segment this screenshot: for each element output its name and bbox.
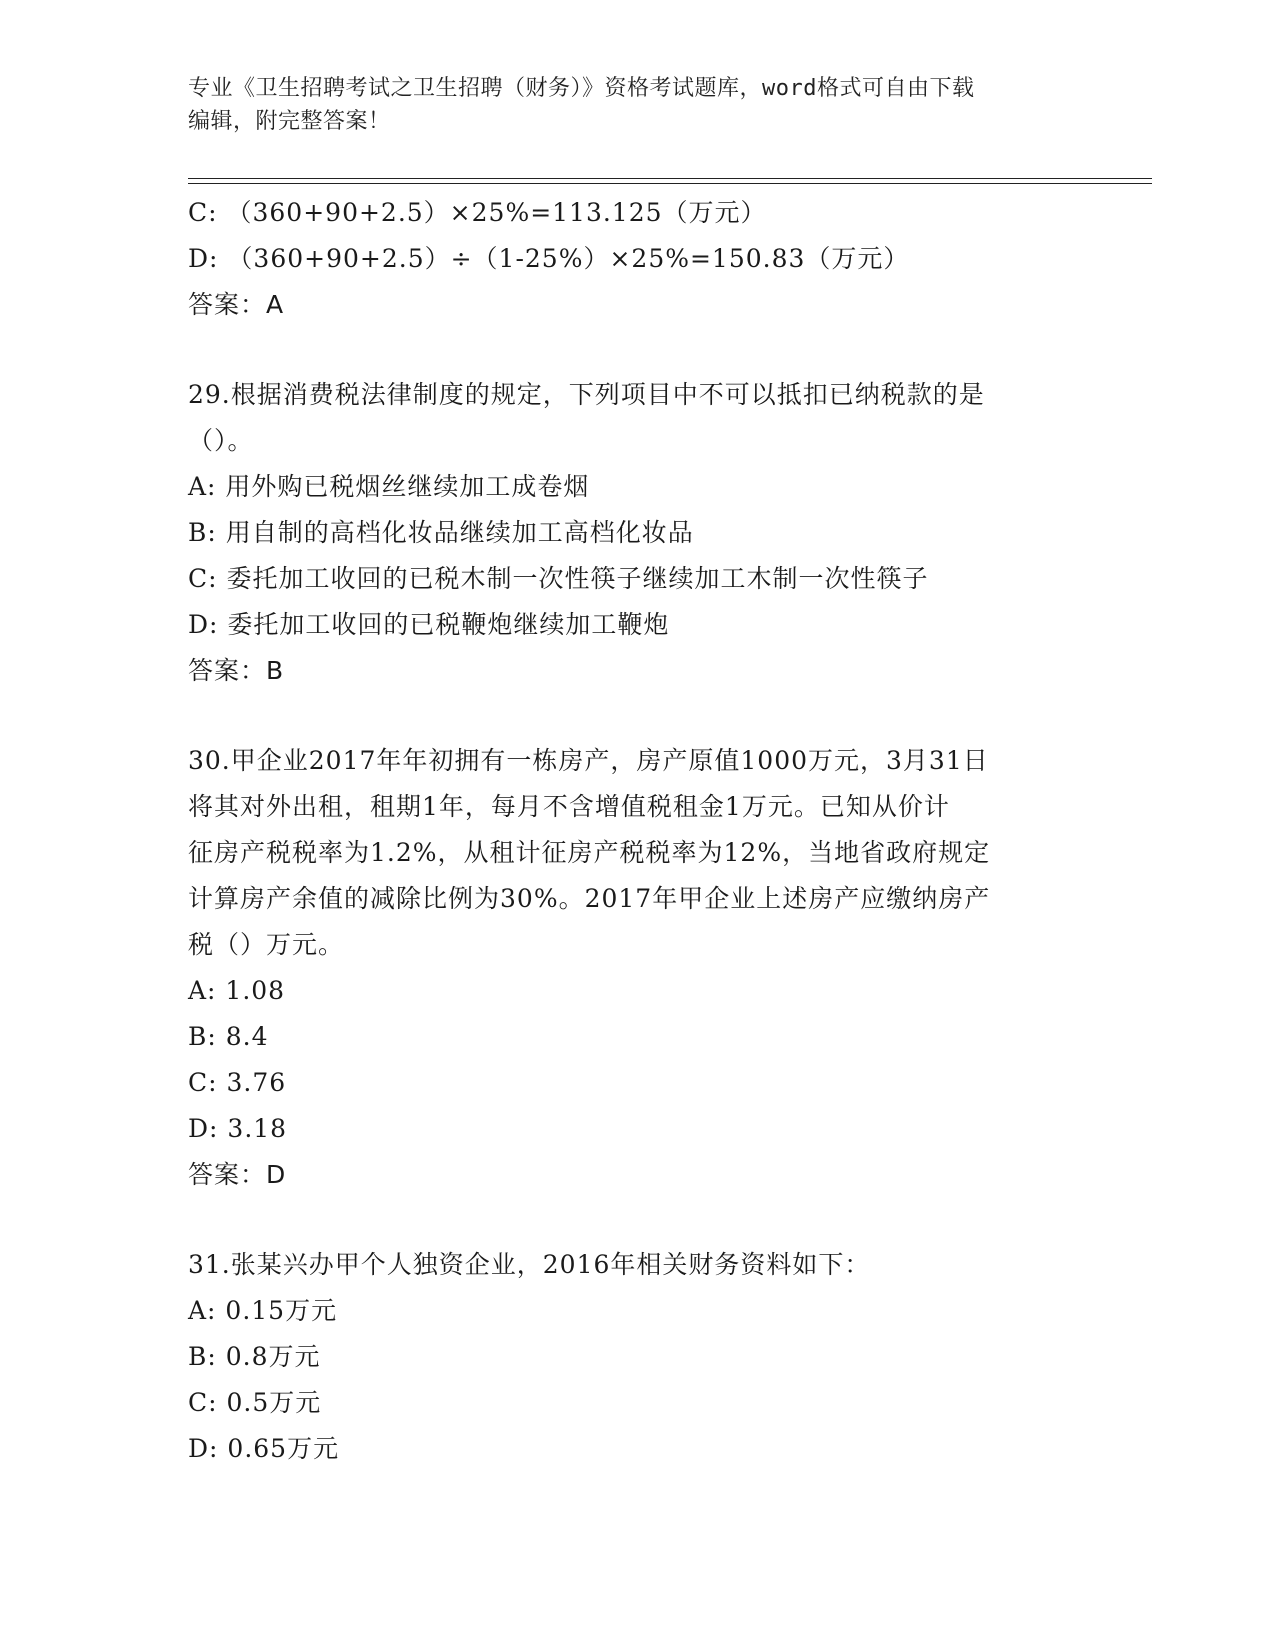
question-31 (188, 1242, 1088, 1472)
question-text-line: 将其对外出租，租期1年，每月不含增值税租金1万元。已知从价计 (188, 792, 950, 821)
option-d: D: 3.18 (188, 1114, 288, 1143)
answer-line: 答案：D (188, 1160, 287, 1189)
header-line-2: 编辑，附完整答案！ (188, 109, 391, 134)
document-header (188, 72, 1068, 138)
option-d: D: 0.65万元 (188, 1434, 340, 1463)
answer-line: 答案：B (188, 656, 285, 685)
option-a: A: 用外购已税烟丝继续加工成卷烟 (188, 472, 590, 501)
option-b: B: 0.8万元 (188, 1342, 321, 1371)
question-30 (188, 738, 1088, 1198)
question-text-line: 30.甲企业2017年年初拥有一栋房产，房产原值1000万元，3月31日 (188, 746, 989, 775)
question-text-line: 征房产税税率为1.2%，从租计征房产税税率为12%，当地省政府规定 (188, 838, 991, 867)
option-a: A: 1.08 (188, 976, 286, 1005)
option-a: A: 0.15万元 (188, 1296, 338, 1325)
option-c: C: 委托加工收回的已税木制一次性筷子继续加工木制一次性筷子 (188, 564, 929, 593)
header-divider-bottom (188, 183, 1152, 184)
option-c: C: （360+90+2.5）×25%=113.125（万元） (188, 198, 767, 227)
option-d: D: 委托加工收回的已税鞭炮继续加工鞭炮 (188, 610, 670, 639)
question-text-line: （）。 (188, 426, 254, 455)
option-c: C: 3.76 (188, 1068, 287, 1097)
question-text-line: 计算房产余值的减除比例为30%。2017年甲企业上述房产应缴纳房产 (188, 884, 991, 913)
question-text-line: 税（）万元。 (188, 930, 345, 959)
question-29 (188, 372, 1088, 694)
question-text-line: 29.根据消费税法律制度的规定，下列项目中不可以抵扣已纳税款的是 (188, 380, 985, 409)
header-divider-top (188, 178, 1152, 179)
option-d: D: （360+90+2.5）÷（1-25%）×25%=150.83（万元） (188, 244, 910, 273)
question-content (188, 190, 1088, 1472)
answer-line: 答案：A (188, 290, 285, 319)
question-text-line: 31.张某兴办甲个人独资企业，2016年相关财务资料如下： (188, 1250, 871, 1279)
option-b: B: 用自制的高档化妆品继续加工高档化妆品 (188, 518, 694, 547)
option-b: B: 8.4 (188, 1022, 269, 1051)
previous-question (188, 190, 1088, 328)
option-c: C: 0.5万元 (188, 1388, 322, 1417)
header-line-1: 专业《卫生招聘考试之卫生招聘（财务）》资格考试题库，word格式可自由下载 (188, 76, 975, 101)
